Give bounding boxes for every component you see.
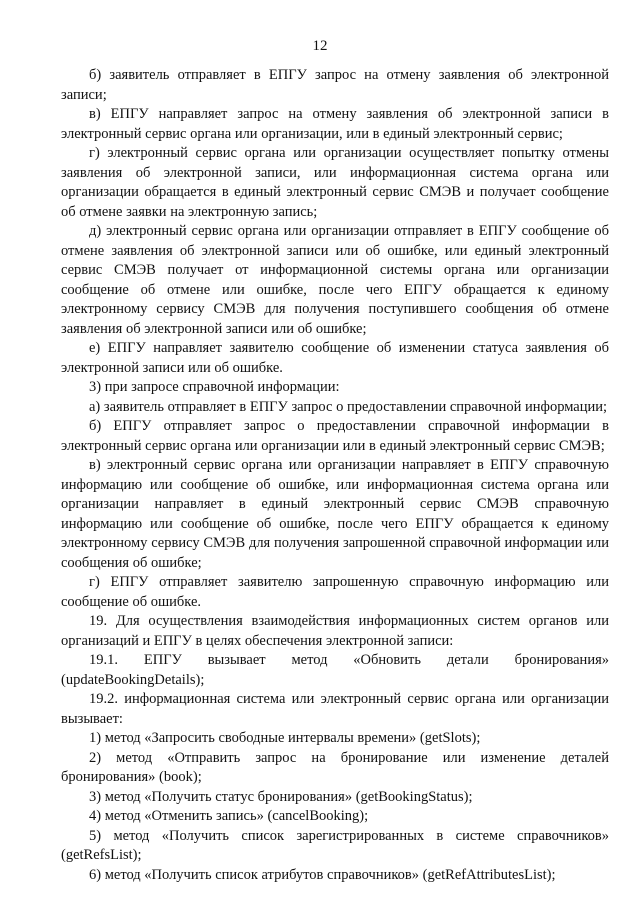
paragraph-method-5: 5) метод «Получить список зарегистрированных в системе справочников» (getRefsList); — [61, 827, 609, 863]
page-number: 12 — [312, 38, 328, 54]
paragraph-item-b-cancel-request: б) заявитель отправляет в ЕПГУ запрос на отмену заявления об электронной записи; — [61, 67, 609, 103]
paragraph-item-g-cancel-attempt: г) электронный сервис органа или организации осуществляет попытку отмены заявления об электронной записи, или информационная система органа или организации обращается в единый электронный сервис СМЭВ и получает сообщение об отмене заявки на электронную запись; — [61, 145, 609, 220]
paragraph-section-19: 19. Для осуществления взаимодействия информационных систем органов или организаций и ЕПГУ в целях обеспечения электронной записи: — [61, 613, 609, 649]
paragraph-item-d-cancel-message: д) электронный сервис органа или организации отправляет в ЕПГУ сообщение об отмене заявления об электронной записи или об ошибке, или единый электронный сервис СМЭВ получает от информационной системы органа или организации сообщение об отмене или ошибке, после чего ЕПГУ обращается к единому электронному сервису СМЭВ для получения поступившего сообщения об отмене заявления об электронной записи или об ошибке; — [61, 223, 609, 337]
paragraph-section-19-1: 19.1. ЕПГУ вызывает метод «Обновить детали бронирования» (updateBookingDetails); — [61, 652, 609, 688]
paragraph-reference-info-heading: 3) при запросе справочной информации: — [89, 379, 340, 395]
paragraph-ref-item-b: б) ЕПГУ отправляет запрос о предоставлении справочной информации в электронный сервис органа или организации или в единый электронный сервис СМЭВ; — [61, 418, 609, 454]
paragraph-method-4: 4) метод «Отменить запись» (cancelBooking); — [89, 808, 369, 824]
paragraph-item-v-cancel-forward: в) ЕПГУ направляет запрос на отмену заявления об электронной записи в электронный сервис органа или организации, или в единый электронный сервис; — [61, 106, 609, 142]
document-body — [61, 66, 609, 885]
paragraph-item-e-status-change: е) ЕПГУ направляет заявителю сообщение об изменении статуса заявления об электронной записи или об ошибке. — [61, 340, 609, 376]
paragraph-ref-item-g: г) ЕПГУ отправляет заявителю запрошенную справочную информацию или сообщение об ошибке. — [61, 574, 609, 610]
paragraph-method-2: 2) метод «Отправить запрос на бронирование или изменение деталей бронирования» (book); — [61, 749, 609, 785]
paragraph-ref-item-v: в) электронный сервис органа или организации направляет в ЕПГУ справочную информацию или сообщение об ошибке, или информационная система органа или организации направляет в единый электронный сервис СМЭВ справочную информацию или сообщение об ошибке, после чего ЕПГУ обращается к единому электронному сервису СМЭВ для получения запрошенной справочной информации или сообщения об ошибке; — [61, 457, 609, 571]
paragraph-section-19-2: 19.2. информационная система или электронный сервис органа или организации вызывает: — [61, 691, 609, 727]
paragraph-ref-item-a: а) заявитель отправляет в ЕПГУ запрос о предоставлении справочной информации; — [89, 398, 608, 415]
paragraph-method-1: 1) метод «Запросить свободные интервалы времени» (getSlots); — [89, 730, 481, 746]
paragraph-method-6: 6) метод «Получить список атрибутов справочников» (getRefAttributesList); — [89, 866, 556, 883]
paragraph-method-3: 3) метод «Получить статус бронирования» (getBookingStatus); — [89, 788, 473, 805]
